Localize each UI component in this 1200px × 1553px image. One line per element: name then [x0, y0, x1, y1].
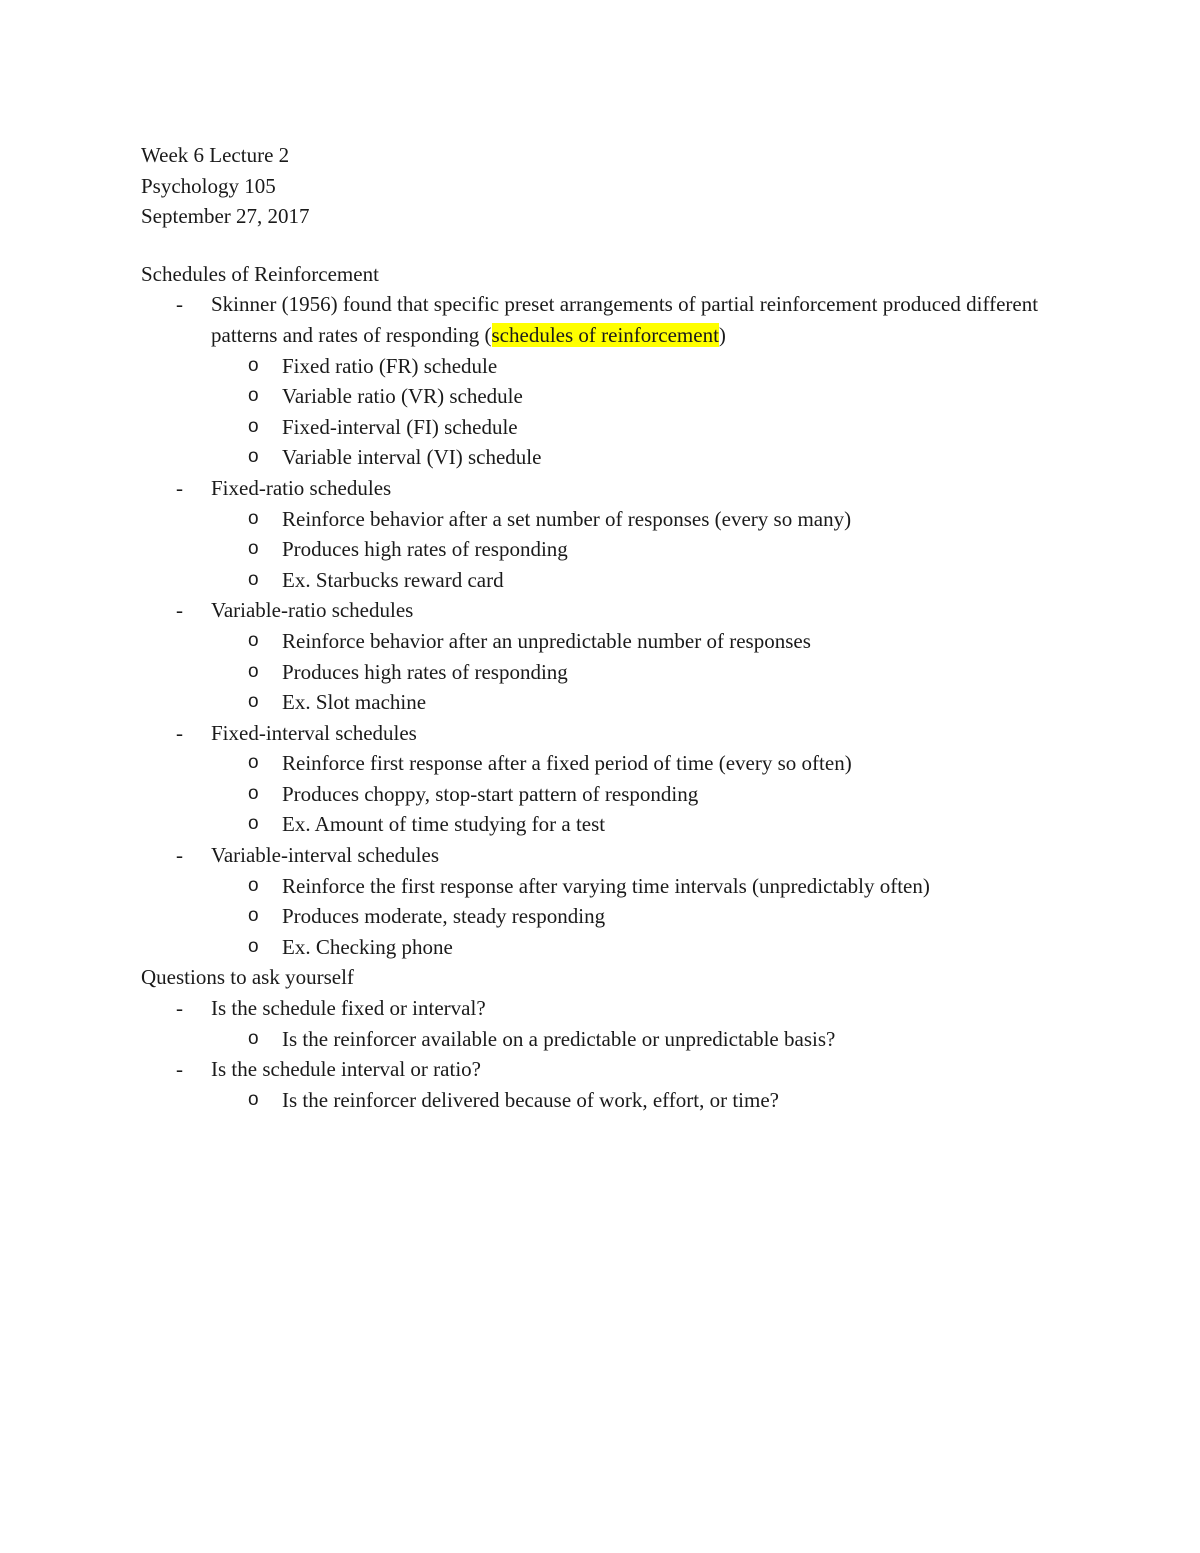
header-date: September 27, 2017	[141, 204, 310, 229]
circle-bullet: o	[248, 935, 259, 957]
dash-bullet: -	[176, 1057, 183, 1082]
sub-item-text: Is the reinforcer available on a predictable or unpredictable basis?	[282, 1026, 836, 1051]
sub-item-text: Produces high rates of responding	[282, 537, 568, 562]
question-text: Is the schedule fixed or interval?	[211, 996, 486, 1021]
sub-item-text: Reinforce first response after a fixed period of time (every so often)	[282, 751, 852, 776]
sub-item	[141, 748, 1071, 779]
dash-bullet: -	[176, 598, 183, 623]
question-text: Is the schedule interval or ratio?	[211, 1057, 481, 1082]
circle-bullet: o	[248, 385, 259, 407]
sub-item-text: Ex. Slot machine	[282, 690, 427, 715]
question-item	[141, 993, 1071, 1024]
sub-item-text: Produces high rates of responding	[282, 659, 568, 684]
circle-bullet: o	[248, 660, 259, 682]
sub-item	[141, 565, 1071, 596]
sub-item	[141, 932, 1071, 963]
document-page	[141, 140, 1071, 1115]
section-title: Schedules of Reinforcement	[141, 261, 379, 286]
circle-bullet: o	[248, 813, 259, 835]
dash-bullet: -	[176, 996, 183, 1021]
circle-bullet: o	[248, 1088, 259, 1110]
list-item-variable-interval	[141, 840, 1071, 871]
sub-item	[141, 442, 1071, 473]
sub-item	[141, 381, 1071, 412]
sub-item	[141, 779, 1071, 810]
list-item-skinner	[141, 289, 1071, 350]
header-course: Psychology 105	[141, 173, 276, 198]
sub-item	[141, 534, 1071, 565]
sub-item-text: Variable interval (VI) schedule	[282, 445, 542, 470]
circle-bullet: o	[248, 446, 259, 468]
sub-item-text: Ex. Amount of time studying for a test	[282, 812, 606, 837]
circle-bullet: o	[248, 415, 259, 437]
sub-item-text: Variable ratio (VR) schedule	[282, 384, 523, 409]
sub-item-text: Reinforce behavior after a set number of responses (every so many)	[282, 506, 852, 531]
circle-bullet: o	[248, 568, 259, 590]
sub-item	[141, 626, 1071, 657]
dash-bullet: -	[176, 720, 183, 745]
dash-bullet: -	[176, 292, 183, 317]
circle-bullet: o	[248, 1027, 259, 1049]
list-item-text: Fixed-interval schedules	[211, 720, 417, 745]
dash-bullet: -	[176, 475, 183, 500]
list-item-fixed-ratio	[141, 473, 1071, 504]
circle-bullet: o	[248, 629, 259, 651]
sub-item	[141, 657, 1071, 688]
sub-item	[141, 901, 1071, 932]
list-item-variable-ratio	[141, 595, 1071, 626]
skinner-text: Skinner (1956) found that specific preset arrangements of partial reinforcement produced different patterns and rates of responding (	[211, 292, 1039, 347]
list-item-text: Variable-interval schedules	[211, 843, 439, 868]
circle-bullet: o	[248, 354, 259, 376]
sub-item-text: Produces moderate, steady responding	[282, 904, 606, 929]
sub-item	[141, 504, 1071, 535]
highlighted-term: schedules of reinforcement	[491, 322, 719, 347]
question-item	[141, 1054, 1071, 1085]
sub-item	[141, 1024, 1071, 1055]
sub-item-text: Reinforce the first response after varying time intervals (unpredictably often)	[282, 873, 930, 898]
spacer	[141, 232, 1071, 259]
skinner-text-end: )	[718, 322, 726, 347]
circle-bullet: o	[248, 874, 259, 896]
dash-bullet: -	[176, 843, 183, 868]
circle-bullet: o	[248, 752, 259, 774]
sub-item-text: Is the reinforcer delivered because of work, effort, or time?	[282, 1087, 779, 1112]
questions-title: Questions to ask yourself	[141, 965, 354, 990]
sub-item	[141, 351, 1071, 382]
circle-bullet: o	[248, 905, 259, 927]
sub-item-text: Ex. Checking phone	[282, 934, 453, 959]
sub-item-text: Fixed-interval (FI) schedule	[282, 414, 518, 439]
sub-item-text: Produces choppy, stop-start pattern of responding	[282, 781, 699, 806]
sub-item-text: Reinforce behavior after an unpredictable number of responses	[282, 628, 811, 653]
sub-item-text: Fixed ratio (FR) schedule	[282, 353, 498, 378]
sub-item	[141, 1085, 1071, 1116]
sub-item-text: Ex. Starbucks reward card	[282, 567, 504, 592]
list-item-text: Fixed-ratio schedules	[211, 475, 392, 500]
header-week-lecture: Week 6 Lecture 2	[141, 143, 290, 167]
sub-item	[141, 412, 1071, 443]
sub-item	[141, 809, 1071, 840]
circle-bullet: o	[248, 691, 259, 713]
circle-bullet: o	[248, 538, 259, 560]
circle-bullet: o	[248, 507, 259, 529]
list-item-text: Variable-ratio schedules	[211, 598, 414, 623]
circle-bullet: o	[248, 782, 259, 804]
sub-item	[141, 687, 1071, 718]
list-item-fixed-interval	[141, 718, 1071, 749]
sub-item	[141, 871, 1071, 902]
